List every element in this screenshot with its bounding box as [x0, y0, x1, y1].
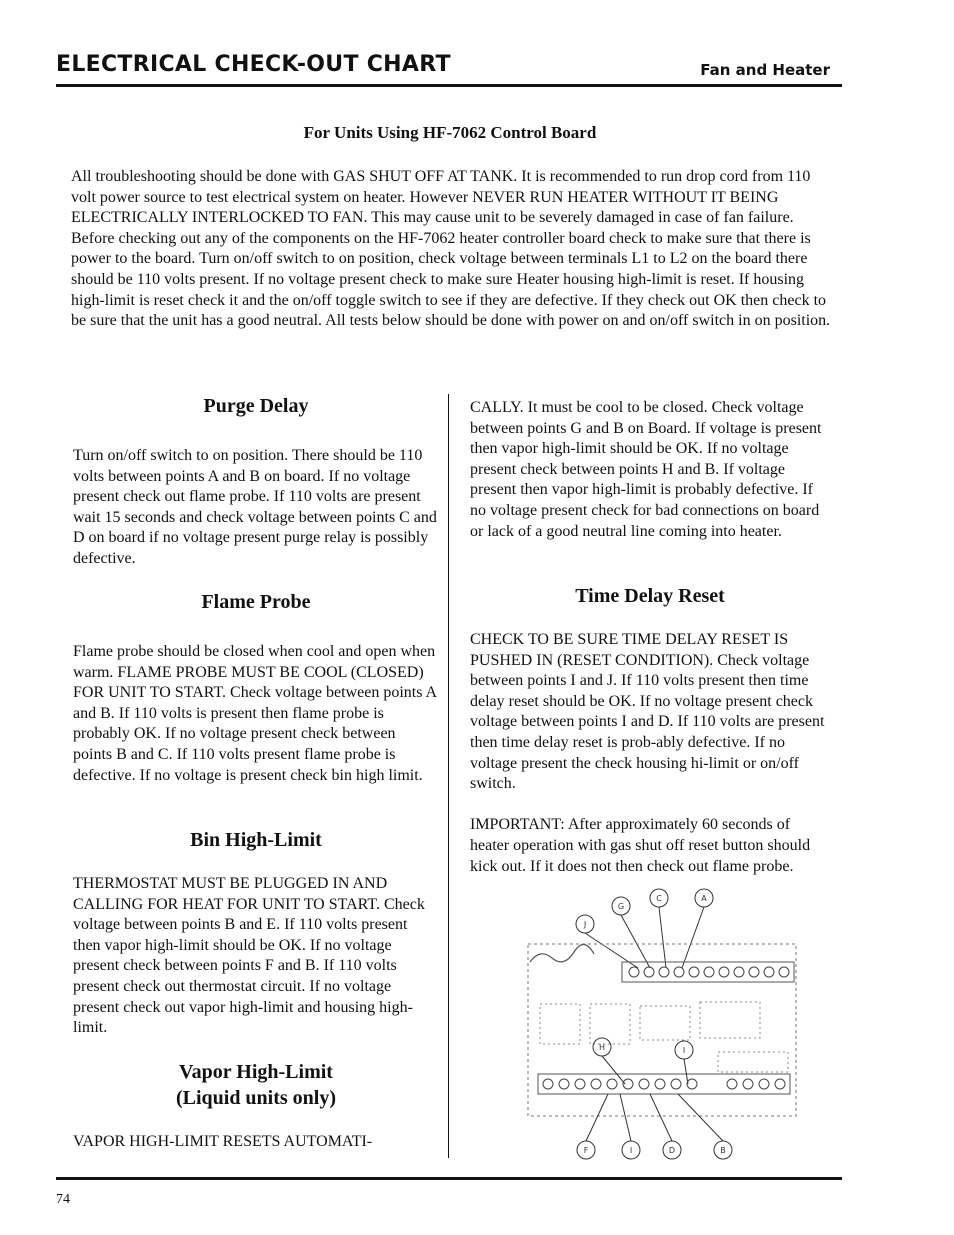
important-note: IMPORTANT: After approximately 60 seconds of heater operation with gas shut off reset button should kick out. If it does not then check out flame probe. [470, 816, 811, 875]
label-a: A [701, 894, 707, 903]
intro-text [71, 167, 831, 332]
label-g: G [617, 902, 625, 911]
label-f: F [583, 1146, 589, 1155]
vapor-text-continued [470, 398, 826, 542]
label-j: J [583, 920, 587, 929]
header-rule [56, 84, 842, 87]
intro-paragraph-1: All troubleshooting should be done with GAS SHUT OFF AT TANK. It is recommended to run drop cord from 110 volt power source to test electrical system on heater. However NEVER RUN HEATER WITHOUT IT BEING ELECTRICALLY INTERLOCKED TO FAN. This may cause unit to be severely damaged in case of fan failure. [71, 168, 811, 227]
vapor-high-limit-heading [73, 1059, 439, 1111]
vapor-text-start [73, 1132, 437, 1153]
label-i: I [629, 1146, 633, 1155]
bin-high-limit-body: THERMOSTAT MUST BE PLUGGED IN AND CALLING FOR HEAT FOR UNIT TO START. Check voltage between points B and E. If 110 volts present then vapor high-limit should be OK. If no voltage present check between points F and B. If 110 volts present check out thermostat circuit. If no voltage present check out vapor high-limit and housing high-limit. [73, 875, 425, 1037]
flame-probe-body: Flame probe should be closed when cool and open when warm. FLAME PROBE MUST BE COOL (CLOSED) FOR UNIT TO START. Check voltage between points A and B. If 110 volts is present then flame probe is probably OK. If no voltage present check between points B and C. If 110 volts present flame probe is defective. If no voltage is present check bin high limit. [73, 643, 437, 784]
vapor-heading-line-2: (Liquid units only) [175, 1087, 337, 1109]
vapor-body-left: VAPOR HIGH-LIMIT RESETS AUTOMATI- [73, 1133, 373, 1150]
page-number: 74 [56, 1192, 70, 1207]
column-divider [448, 394, 449, 1158]
page-title: ELECTRICAL CHECK-OUT CHART [56, 52, 451, 77]
time-delay-reset-body: CHECK TO BE SURE TIME DELAY RESET IS PUSHED IN (RESET CONDITION). Check voltage between points I and J. If 110 volts present then time delay reset should be OK. If no voltage present check voltage between points I and D. If 110 volts are present then time delay reset is prob-ably defective. If no voltage present the check housing hi-limit or on/off switch. [470, 631, 825, 793]
purge-delay-heading: Purge Delay [203, 395, 309, 417]
flame-probe-heading: Flame Probe [201, 591, 311, 613]
label-d: D [668, 1146, 676, 1155]
label-i-mid: I [682, 1046, 686, 1055]
time-delay-reset-heading: Time Delay Reset [575, 585, 725, 607]
section-label: Fan and Heater [700, 61, 830, 79]
control-board-diagram [510, 886, 810, 1166]
purge-delay-body: Turn on/off switch to on position. There should be 110 volts between points A and B on board. If no voltage present check out flame probe. If 110 volts are present wait 15 seconds and check voltage between points C and D on board if no voltage present purge relay is possibly defective. [73, 447, 437, 567]
footer-rule [56, 1177, 842, 1180]
label-h: H [598, 1043, 606, 1052]
label-b: B [720, 1146, 726, 1155]
purge-delay-text [73, 446, 437, 570]
document-subtitle: For Units Using HF-7062 Control Board [303, 123, 597, 142]
vapor-body-right: CALLY. It must be cool to be closed. Check voltage between points G and B on Board. If voltage is present then vapor high-limit should be OK. If no voltage present check between points H and B. If voltage present then vapor high-limit is probably defective. If no voltage present check for bad connections on board or lack of a good neutral line coming into heater. [470, 399, 822, 540]
label-c: C [656, 894, 662, 903]
board-logo [530, 944, 594, 962]
flame-probe-text [73, 642, 437, 786]
bin-high-limit-heading: Bin High-Limit [190, 829, 322, 851]
intro-paragraph-2: Before checking out any of the components on the HF-7062 heater controller board check to make sure that there is power to the board. Turn on/off switch to on position, check voltage between terminals L1 to L2 on the board there should be 110 volts present. If no voltage present check to make sure Heater housing high-limit is reset. If housing high-limit is reset check it and the on/off toggle switch to see if they are defective. If they check out OK then check to be sure that the unit has a good neutral. All tests below should be done with power on and on/off switch in on position. [71, 229, 831, 330]
vapor-heading-line-1: Vapor High-Limit [179, 1061, 333, 1083]
bin-high-limit-text [73, 874, 437, 1039]
time-delay-reset-text [470, 630, 826, 877]
